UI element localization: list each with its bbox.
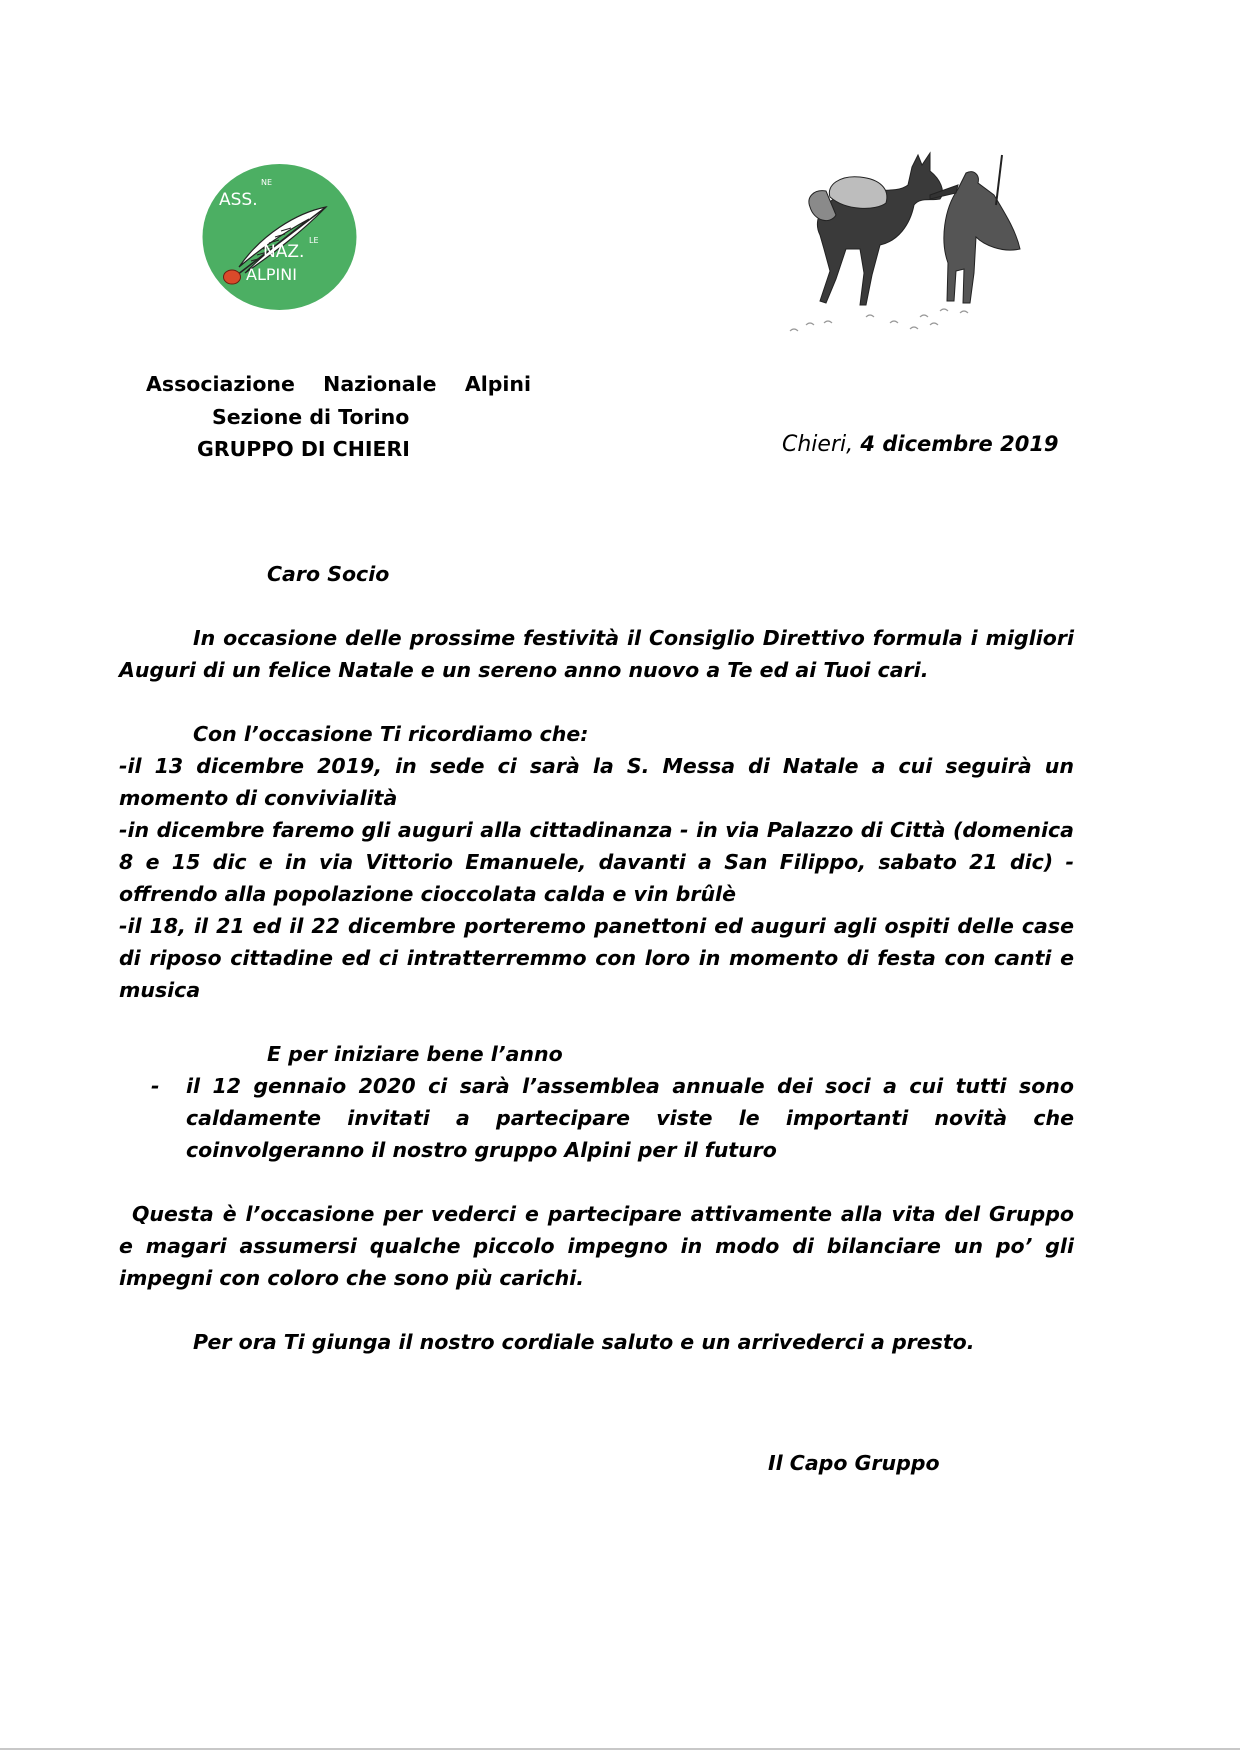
dash-bullet: - [151,1074,160,1098]
page-bottom-divider [0,1748,1240,1750]
date-day: 4 dicembre 2019 [853,432,1059,456]
signature: Il Capo Gruppo [768,1451,940,1475]
greeting-paragraph: In occasione delle prossime festività il Consiglio Direttivo formula i migliori Auguri di un felice Natale e un sereno anno nuovo a Te ed ai Tuoi cari. [119,626,1074,682]
date-place: Chieri, [782,432,854,457]
event-item: -in dicembre faremo gli auguri alla cittadinanza - in via Palazzo di Città (domenica 8 e 15 dic e in via Vittorio Emanuele, davanti a San Filippo, sabato 21 dic) - offrendo alla popolazione cioccolata calda e vin brûlè [119,818,1074,906]
participation-paragraph: Questa è l’occasione per vederci e partecipare attivamente alla vita del Gruppo e magari assumersi qualche piccolo impegno in modo di bilanciare un po’ gli impegni con coloro che sono più carichi. [119,1202,1074,1290]
mule-illustration [780,145,1040,345]
section-name: Sezione di Torino [212,404,410,429]
list-item [151,1070,1074,1166]
association-header [130,368,530,466]
logo-text-bottom: ALPINI [246,265,297,284]
assembly-item: il 12 gennaio 2020 ci sarà l’assemblea annuale dei soci a cui tutti sono caldamente invitati a partecipare viste le importanti novità che coinvolgeranno il nostro gruppo Alpini per il futuro [186,1074,1074,1162]
letter-body [119,558,1074,1358]
salutation: Caro Socio [267,562,390,586]
closing-paragraph: Per ora Ti giunga il nostro cordiale saluto e un arrivederci a presto. [193,1330,975,1354]
logo-text-sup2: LE [309,236,319,245]
logo-text-top: ASS. [219,190,258,210]
group-name: GRUPPO DI CHIERI [197,437,410,461]
ana-logo [201,163,358,311]
logo-text-mid: NAZ. [263,242,305,262]
event-item: -il 13 dicembre 2019, in sede ci sarà la S. Messa di Natale a cui seguirà un momento di convivialità [119,754,1074,810]
new-year-intro: E per iniziare bene l’anno [267,1042,563,1066]
association-name: Associazione Nazionale Alpini [146,372,532,396]
logo-text-sup1: NE [261,178,273,187]
intro-paragraph: Con l’occasione Ti ricordiamo che: [193,722,589,746]
event-item: -il 18, il 21 ed il 22 dicembre porteremo panettoni ed auguri agli ospiti delle case di riposo cittadine ed ci intratterremmo con loro in momento di festa con canti e musica [119,914,1074,1002]
letter-date [782,432,1059,457]
new-year-list [119,1070,1074,1166]
